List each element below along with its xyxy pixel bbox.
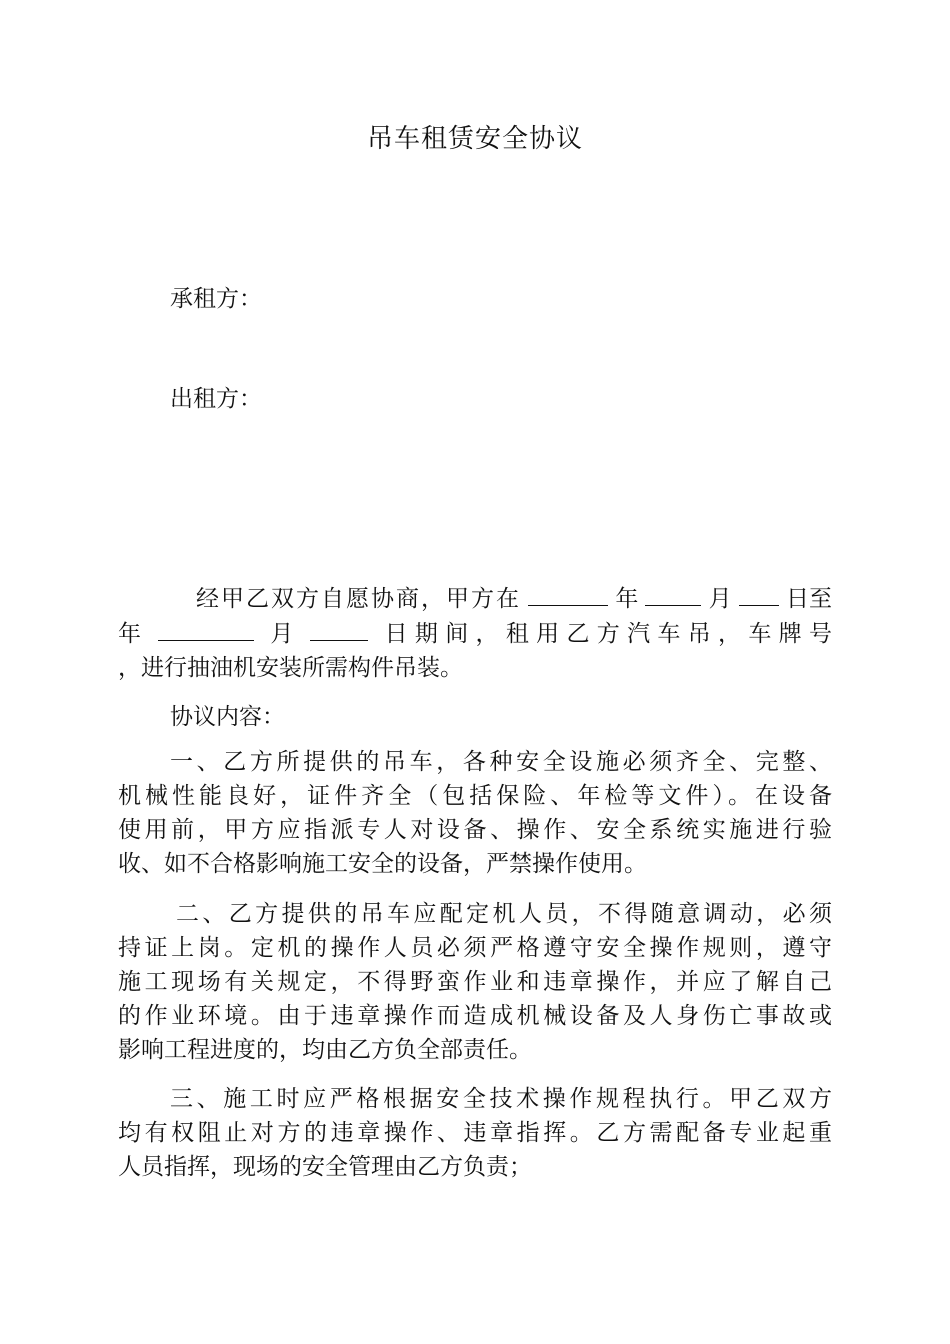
start-month-blank[interactable] <box>645 581 701 606</box>
clause-1-line: 收、如不合格影响施工安全的设备，严禁操作使用。 <box>118 851 647 877</box>
intro-line-3: ，进行抽油机安装所需构件吊装。 <box>118 655 463 681</box>
lessor-label: 出租方： <box>170 386 262 412</box>
clause-1-line: 一、乙方所提供的吊车，各种安全设施必须齐全、完整、 <box>170 749 832 775</box>
start-month-label: 月 <box>708 586 732 612</box>
intro-text-start: 经甲乙双方自愿协商，甲方在 <box>196 586 521 612</box>
clause-2 <box>118 897 832 1067</box>
clause-3 <box>118 1082 832 1184</box>
clause-2-line: 影响工程进度的，均由乙方负全部责任。 <box>118 1037 532 1063</box>
clause-2-line: 施工现场有关规定，不得野蛮作业和违章操作，并应了解自己 <box>118 969 832 995</box>
intro-line2-rest: 日 期 间 ， 租 用 乙 方 汽 车 吊 ， 车 牌 号 <box>384 621 832 647</box>
clause-3-line: 均有权阻止对方的违章操作、违章指挥。乙方需配备专业起重 <box>118 1120 832 1146</box>
intro-line-1 <box>118 581 832 616</box>
start-day-label: 日至 <box>785 586 832 612</box>
clause-1 <box>118 745 832 881</box>
end-month-blank[interactable] <box>310 616 368 641</box>
end-year-blank[interactable] <box>158 616 254 641</box>
clause-2-line: 的作业环境。由于违章操作而造成机械设备及人身伤亡事故或 <box>118 1003 832 1029</box>
start-year-blank[interactable] <box>528 581 608 606</box>
end-month-label: 月 <box>270 621 294 647</box>
clause-2-line: 持证上岗。定机的操作人员必须严格遵守安全操作规则，遵守 <box>118 935 832 961</box>
document-title: 吊车租赁安全协议 <box>366 124 583 154</box>
clause-1-line: 使用前，甲方应指派专人对设备、操作、安全系统实施进行验 <box>118 817 832 843</box>
start-year-label: 年 <box>615 586 639 612</box>
intro-paragraph <box>118 581 832 685</box>
clause-3-line: 三、施工时应严格根据安全技术操作规程执行。甲乙双方 <box>170 1086 832 1112</box>
intro-line-2 <box>118 616 832 651</box>
clause-3-line: 人员指挥，现场的安全管理由乙方负责； <box>118 1154 532 1180</box>
clause-2-line: 二、乙方提供的吊车应配定机人员，不得随意调动，必须 <box>176 901 832 927</box>
lessee-label: 承租方： <box>170 286 262 312</box>
end-year-label: 年 <box>118 621 141 647</box>
agreement-heading: 协议内容： <box>170 704 285 730</box>
clause-1-line: 机械性能良好，证件齐全（包括保险、年检等文件）。在设备 <box>118 783 832 809</box>
start-day-blank[interactable] <box>739 581 779 606</box>
